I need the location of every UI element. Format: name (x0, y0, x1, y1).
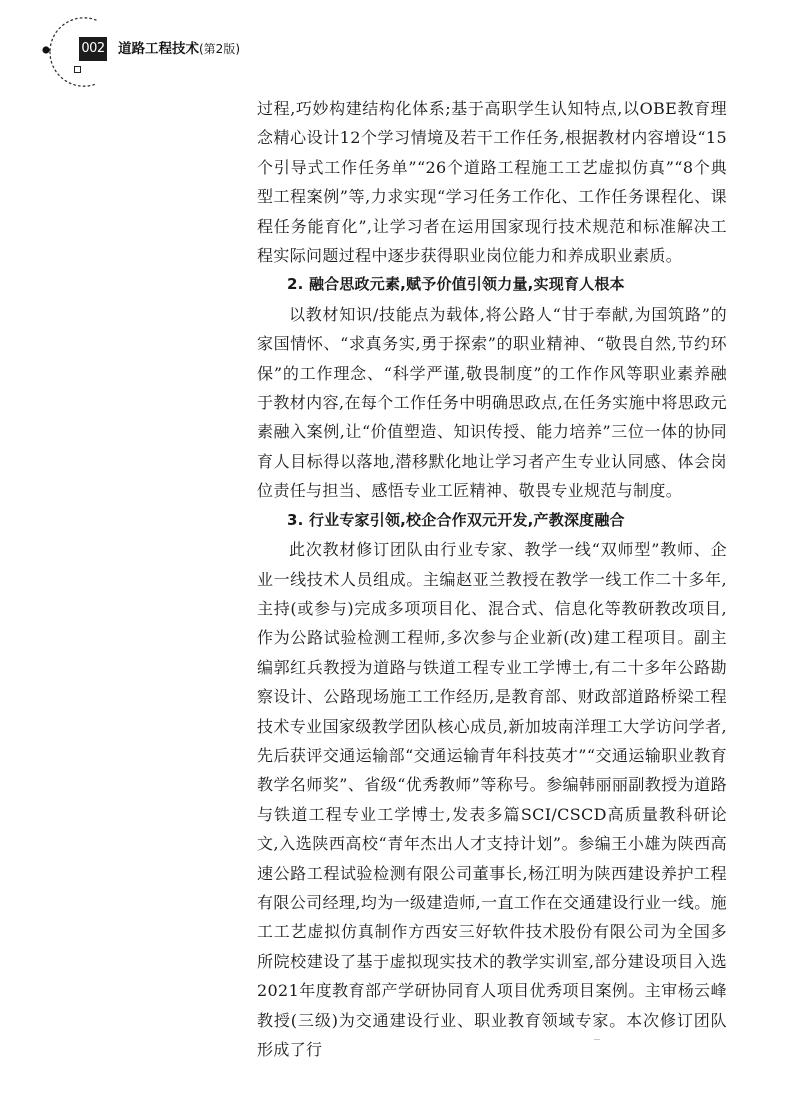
footer-mark (594, 1039, 600, 1040)
section-heading-3: 3. 行业专家引领,校企合作双元开发,产教深度融合 (287, 510, 625, 529)
page-number: 002 (79, 37, 107, 61)
paragraph-3: 此次教材修订团队由行业专家、教学一线“双师型”教师、企业一线技术人员组成。主编赵亚兰教授在教学一线工作二十多年,主持(或参与)完成多项项目化、混合式、信息化等教研教改项目,作为公路试验检测工程师,多次参与企业新(改)建工程项目。副主编郭红兵教授为道路与铁道工程专业工学博士,有二十多年公路勘察设计、公路现场施工工作经历,是教育部、财政部道路桥梁工程技术专业国家级教学团队核心成员,新加坡南洋理工大学访问学者,先后获评交通运输部“交通运输青年科技英才”“交通运输职业教育教学名师奖”、省级“优秀教师”等称号。参编韩丽丽副教授为道路与铁道工程专业工学博士,发表多篇SCI/CSCD高质量教科研论文,入选陕西高校“青年杰出人才支持计划”。参编王小雄为陕西高速公路工程试验检测有限公司董事长,杨江明为陕西建设养护工程有限公司经理,均为一级建造师,一直工作在交通建设行业一线。施工工艺虚拟仿真制作方西安三好软件技术股份有限公司为全国多所院校建设了基于虚拟现实技术的教学实训室,部分建设项目入选2021年度教育部产学研协同育人项目优秀项目案例。主审杨云峰教授(三级)为交通建设行业、职业教育领域专家。本次修订团队形成了行 (257, 540, 727, 1059)
paragraph-1: 过程,巧妙构建结构化体系;基于高职学生认知特点,以OBE教育理念精心设计12个学习情境及若干工作任务,根据教材内容增设“15个引导式工作任务单”“26个道路工程施工工艺虚拟仿真”“8个典型工程案例”等,力求实现“学习任务工作化、工作任务课程化、课程任务能育化”,让学习者在运用国家现行技术规范和标准解决工程实际问题过程中逐步获得职业岗位能力和养成职业素质。 (257, 99, 727, 266)
edition-label: (第2版) (199, 42, 240, 56)
arc-dot (42, 46, 49, 53)
book-title (118, 39, 240, 59)
book-title-text: 道路工程技术 (118, 41, 199, 57)
section-heading-2: 2. 融合思政元素,赋予价值引领力量,实现育人根本 (287, 275, 625, 294)
arc-square (75, 67, 81, 73)
page-body (257, 94, 727, 1064)
paragraph-2: 以教材知识/技能点为载体,将公路人“甘于奉献,为国筑路”的家国情怀、“求真务实,勇于探索”的职业精神、“敬畏自然,节约环保”的工作理念、“科学严谨,敬畏制度”的工作作风等职业素养融于教材内容,在每个工作任务中明确思政点,在任务实施中将思政元素融入案例,让“价值塑造、知识传授、能力培养”三位一体的协同育人目标得以落地,潜移默化地让学习者产生专业认同感、体会岗位责任与担当、感悟专业工匠精神、敬畏专业规范与制度。 (257, 304, 727, 501)
